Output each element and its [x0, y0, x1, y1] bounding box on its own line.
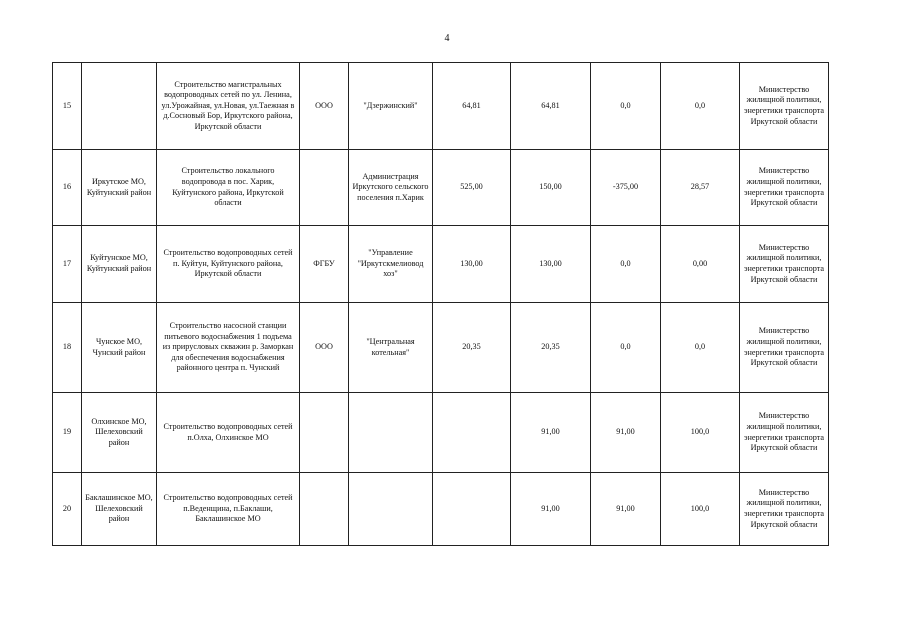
row-number: 15 — [53, 63, 82, 150]
planned-amount-cell: 64,81 — [511, 63, 591, 150]
municipality-cell: Олхинское МО, Шелеховский район — [82, 393, 157, 473]
planned-amount-cell: 91,00 — [511, 393, 591, 473]
responsible-ministry-cell: Министерство жилищной политики, энергетики транспорта Иркутской области — [740, 303, 829, 393]
municipality-cell — [82, 63, 157, 150]
percent-cell: 0,0 — [661, 303, 740, 393]
legal-form-cell — [300, 473, 349, 546]
percent-cell: 100,0 — [661, 473, 740, 546]
responsible-ministry-cell: Министерство жилищной политики, энергетики транспорта Иркутской области — [740, 226, 829, 303]
table-row — [53, 226, 829, 303]
row-number: 16 — [53, 150, 82, 226]
table-row — [53, 63, 829, 150]
municipality-cell: Чунское МО, Чунский район — [82, 303, 157, 393]
organization-cell: Администрация Иркутского сельского поселения п.Харик — [349, 150, 433, 226]
table-row — [53, 150, 829, 226]
total-cost-cell: 525,00 — [433, 150, 511, 226]
municipality-cell: Баклашинское МО, Шелеховский район — [82, 473, 157, 546]
responsible-ministry-cell: Министерство жилищной политики, энергетики транспорта Иркутской области — [740, 63, 829, 150]
project-description-cell: Строительство водопроводных сетей п.Веденщина, п.Баклаши, Баклашинское МО — [157, 473, 300, 546]
percent-cell: 0,0 — [661, 63, 740, 150]
difference-cell: 0,0 — [591, 226, 661, 303]
total-cost-cell: 130,00 — [433, 226, 511, 303]
responsible-ministry-cell: Министерство жилищной политики, энергетики транспорта Иркутской области — [740, 393, 829, 473]
page-number: 4 — [444, 33, 450, 44]
organization-cell: "Управление "Иркутскмелиовод хоз" — [349, 226, 433, 303]
municipality-cell: Куйтунское МО, Куйтунский район — [82, 226, 157, 303]
project-description-cell: Строительство локального водопровода в пос. Харик, Куйтунского района, Иркутской области — [157, 150, 300, 226]
table-row — [53, 473, 829, 546]
organization-cell — [349, 393, 433, 473]
legal-form-cell: ФГБУ — [300, 226, 349, 303]
table-body — [53, 63, 829, 546]
total-cost-cell — [433, 473, 511, 546]
project-description-cell: Строительство насосной станции питьевого водоснабжения 1 подъема из прирусловых скважин р. Заморкан для обеспечения водоснабжения районного центра п. Чунский — [157, 303, 300, 393]
legal-form-cell — [300, 150, 349, 226]
project-description-cell: Строительство водопроводных сетей п.Олха, Олхинское МО — [157, 393, 300, 473]
difference-cell: -375,00 — [591, 150, 661, 226]
planned-amount-cell: 150,00 — [511, 150, 591, 226]
row-number: 20 — [53, 473, 82, 546]
organization-cell: "Дзержинский" — [349, 63, 433, 150]
legal-form-cell: ООО — [300, 63, 349, 150]
percent-cell: 100,0 — [661, 393, 740, 473]
row-number: 17 — [53, 226, 82, 303]
row-number: 18 — [53, 303, 82, 393]
row-number: 19 — [53, 393, 82, 473]
difference-cell: 0,0 — [591, 63, 661, 150]
percent-cell: 28,57 — [661, 150, 740, 226]
project-description-cell: Строительство водопроводных сетей п. Куйтун, Куйтунского района, Иркутской области — [157, 226, 300, 303]
total-cost-cell — [433, 393, 511, 473]
responsible-ministry-cell: Министерство жилищной политики, энергетики транспорта Иркутской области — [740, 150, 829, 226]
municipality-cell: Иркутское МО, Куйтунский район — [82, 150, 157, 226]
percent-cell: 0,00 — [661, 226, 740, 303]
difference-cell: 91,00 — [591, 393, 661, 473]
planned-amount-cell: 130,00 — [511, 226, 591, 303]
planned-amount-cell: 20,35 — [511, 303, 591, 393]
total-cost-cell: 20,35 — [433, 303, 511, 393]
difference-cell: 0,0 — [591, 303, 661, 393]
difference-cell: 91,00 — [591, 473, 661, 546]
responsible-ministry-cell: Министерство жилищной политики, энергетики транспорта Иркутской области — [740, 473, 829, 546]
organization-cell: "Центральная котельная" — [349, 303, 433, 393]
planned-amount-cell: 91,00 — [511, 473, 591, 546]
table-row — [53, 303, 829, 393]
organization-cell — [349, 473, 433, 546]
total-cost-cell: 64,81 — [433, 63, 511, 150]
legal-form-cell — [300, 393, 349, 473]
data-table — [52, 62, 829, 546]
legal-form-cell: ООО — [300, 303, 349, 393]
table-row — [53, 393, 829, 473]
project-description-cell: Строительство магистральных водопроводных сетей по ул. Ленина, ул.Урожайная, ул.Новая, ул.Таежная в д.Сосновый Бор, Иркутского района, Иркутской области — [157, 63, 300, 150]
